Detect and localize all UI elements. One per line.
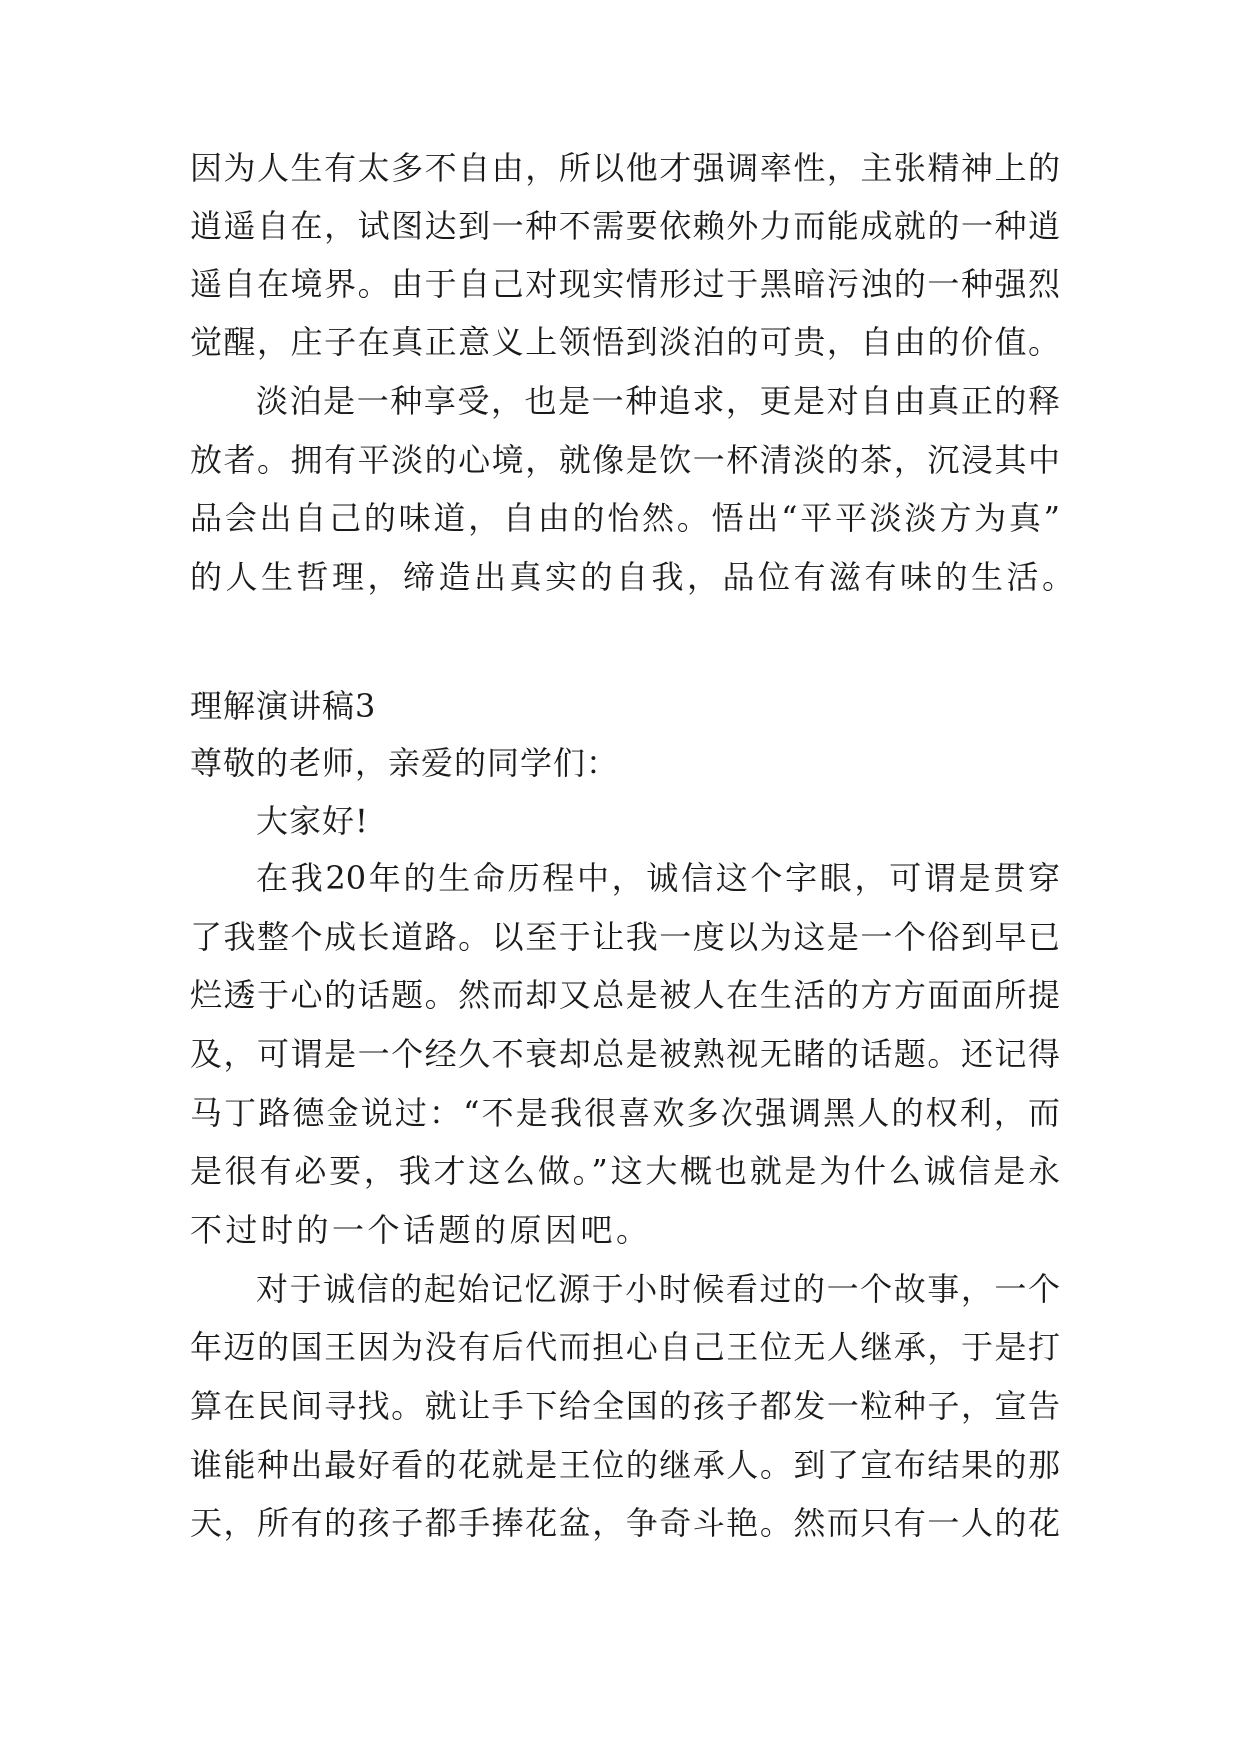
salutation: 尊敬的老师，亲爱的同学们： [190,744,620,782]
paragraph-line: 品会出自己的味道，自由的怡然。悟出“平平淡淡方为真” [190,499,1060,537]
paragraph-line: 在我20年的生命历程中，诚信这个字眼，可谓是贯穿 [256,859,1060,897]
paragraph-line: 觉醒，庄子在真正意义上领悟到淡泊的可贵，自由的价值。 [190,323,1060,361]
greeting: 大家好! [256,802,369,840]
paragraph-line: 的人生哲理，缔造出真实的自我，品位有滋有味的生活。 [190,558,1078,596]
paragraph-line: 烂透于心的话题。然而却又总是被人在生活的方方面面所提 [190,976,1060,1014]
paragraph-line: 淡泊是一种享受，也是一种追求，更是对自由真正的释 [256,382,1060,420]
paragraph-line: 逍遥自在，试图达到一种不需要依赖外力而能成就的一种逍 [190,207,1060,245]
paragraph-line: 对于诚信的起始记忆源于小时候看过的一个故事，一个 [256,1270,1060,1308]
paragraph-line: 因为人生有太多不自由，所以他才强调率性，主张精神上的 [190,149,1060,187]
paragraph-line: 及，可谓是一个经久不衰却总是被熟视无睹的话题。还记得 [190,1035,1060,1073]
paragraph-line: 年迈的国王因为没有后代而担心自己王位无人继承，于是打 [190,1328,1060,1366]
paragraph-line: 不过时的一个话题的原因吧。 [190,1211,652,1249]
paragraph-line: 遥自在境界。由于自己对现实情形过于黑暗污浊的一种强烈 [190,265,1060,303]
paragraph-line: 谁能种出最好看的花就是王位的继承人。到了宣布结果的那 [190,1446,1060,1484]
paragraph-line: 天，所有的孩子都手捧花盆，争奇斗艳。然而只有一人的花 [190,1504,1060,1542]
paragraph-line: 马丁路德金说过：“不是我很喜欢多次强调黑人的权利，而 [190,1094,1060,1132]
paragraph-line: 算在民间寻找。就让手下给全国的孩子都发一粒种子，宣告 [190,1387,1060,1425]
paragraph-line: 了我整个成长道路。以至于让我一度以为这是一个俗到早已 [190,918,1060,956]
paragraph-line: 放者。拥有平淡的心境，就像是饮一杯清淡的茶，沉浸其中 [190,441,1060,479]
section-title: 理解演讲稿3 [190,687,377,725]
paragraph-line: 是很有必要，我才这么做。”这大概也就是为什么诚信是永 [190,1152,1060,1190]
